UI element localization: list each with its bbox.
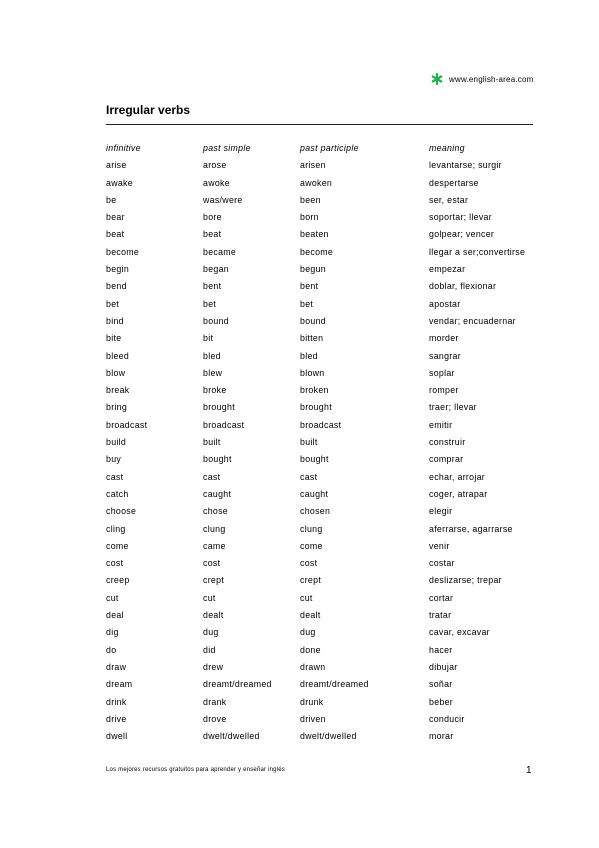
table-row — [106, 210, 546, 227]
cell-meaning: romper — [429, 385, 459, 396]
table-row — [106, 158, 546, 175]
cell-infinitive: cut — [106, 592, 119, 603]
cell-past-simple: began — [203, 264, 229, 275]
cell-infinitive: creep — [106, 575, 130, 586]
cell-past-participle: bled — [300, 350, 318, 361]
cell-past-simple: did — [203, 644, 216, 655]
table-row — [106, 245, 546, 262]
cell-past-simple: brought — [203, 402, 235, 413]
cell-meaning: morder — [429, 333, 459, 344]
cell-infinitive: cling — [106, 523, 126, 534]
table-row — [106, 435, 546, 452]
cell-meaning: golpear; vencer — [429, 229, 495, 240]
table-row — [106, 452, 546, 469]
cell-past-participle: arisen — [300, 160, 326, 171]
cell-past-simple: became — [203, 246, 237, 257]
cell-past-simple: clung — [203, 523, 226, 534]
cell-past-participle: crept — [300, 575, 322, 586]
cell-past-simple: arose — [203, 160, 227, 171]
table-row — [106, 297, 546, 314]
cell-past-simple: beat — [203, 229, 222, 240]
cell-past-participle: chosen — [300, 506, 331, 517]
cell-infinitive: bet — [106, 298, 120, 309]
cell-past-simple: cost — [203, 558, 221, 569]
table-row — [106, 504, 546, 521]
cell-past-participle: dreamt/dreamed — [300, 679, 369, 690]
cell-infinitive: blow — [106, 367, 126, 378]
cell-past-participle: cut — [300, 592, 313, 603]
cell-infinitive: build — [106, 437, 127, 448]
cell-meaning: beber — [429, 696, 453, 707]
cell-past-participle: brought — [300, 402, 332, 413]
cell-meaning: cortar — [429, 592, 454, 603]
cell-past-participle: dealt — [300, 610, 321, 621]
cell-past-participle: broadcast — [300, 419, 342, 430]
table-row — [106, 349, 546, 366]
table-row — [106, 314, 546, 331]
cell-past-participle: begun — [300, 264, 326, 275]
table-row — [106, 279, 546, 296]
cell-infinitive: beat — [106, 229, 125, 240]
table-row — [106, 591, 546, 608]
title-divider — [106, 124, 533, 125]
cell-meaning: ser, estar — [429, 194, 469, 205]
cell-past-participle: drawn — [300, 661, 326, 672]
table-row — [106, 262, 546, 279]
cell-infinitive: come — [106, 540, 129, 551]
table-row — [106, 400, 546, 417]
cell-meaning: construir — [429, 437, 466, 448]
table-row — [106, 383, 546, 400]
cell-infinitive: awake — [106, 177, 133, 188]
cell-infinitive: bear — [106, 212, 125, 223]
cell-meaning: tratar — [429, 610, 452, 621]
cell-meaning: traer; llevar — [429, 402, 477, 413]
table-row — [106, 366, 546, 383]
cell-past-simple: bled — [203, 350, 221, 361]
cell-meaning: comprar — [429, 454, 464, 465]
table-row — [106, 729, 546, 746]
cell-meaning: despertarse — [429, 177, 479, 188]
table-row — [106, 625, 546, 642]
cell-past-participle: bet — [300, 298, 314, 309]
cell-meaning: echar, arrojar — [429, 471, 486, 482]
cell-past-participle: broken — [300, 385, 329, 396]
header-meaning: meaning — [429, 143, 465, 153]
table-row — [106, 712, 546, 729]
cell-infinitive: become — [106, 246, 140, 257]
cell-infinitive: dream — [106, 679, 133, 690]
cell-meaning: aferrarse, agarrarse — [429, 523, 513, 534]
cell-infinitive: bend — [106, 281, 127, 292]
cell-meaning: coger, atrapar — [429, 488, 488, 499]
cell-past-participle: dug — [300, 627, 316, 638]
cell-past-simple: awoke — [203, 177, 230, 188]
cell-past-participle: dwelt/dwelled — [300, 731, 357, 742]
cell-meaning: conducir — [429, 713, 465, 724]
cell-past-simple: bore — [203, 212, 222, 223]
cell-past-simple: cast — [203, 471, 221, 482]
header-infinitive: infinitive — [106, 143, 141, 153]
table-row — [106, 695, 546, 712]
asterisk-icon — [431, 73, 443, 85]
cell-meaning: doblar, flexionar — [429, 281, 497, 292]
cell-past-simple: drove — [203, 713, 227, 724]
brand — [431, 72, 533, 86]
cell-meaning: emitir — [429, 419, 453, 430]
cell-past-participle: been — [300, 194, 321, 205]
cell-past-participle: beaten — [300, 229, 329, 240]
cell-past-participle: cast — [300, 471, 318, 482]
cell-past-simple: dug — [203, 627, 219, 638]
table-row — [106, 193, 546, 210]
cell-past-simple: drank — [203, 696, 227, 707]
cell-meaning: sangrar — [429, 350, 461, 361]
cell-infinitive: do — [106, 644, 117, 655]
table-row — [106, 487, 546, 504]
cell-meaning: hacer — [429, 644, 453, 655]
cell-infinitive: bring — [106, 402, 128, 413]
cell-past-participle: bound — [300, 315, 326, 326]
cell-past-simple: blew — [203, 367, 223, 378]
cell-past-simple: bought — [203, 454, 232, 465]
table-row — [106, 539, 546, 556]
cell-past-simple: bound — [203, 315, 229, 326]
cell-past-simple: bet — [203, 298, 217, 309]
table-row — [106, 418, 546, 435]
table-row — [106, 227, 546, 244]
cell-infinitive: buy — [106, 454, 122, 465]
cell-meaning: soplar — [429, 367, 455, 378]
cell-past-participle: come — [300, 540, 323, 551]
table-row — [106, 176, 546, 193]
cell-meaning: soñar — [429, 679, 453, 690]
cell-infinitive: begin — [106, 264, 130, 275]
cell-infinitive: drink — [106, 696, 127, 707]
cell-infinitive: cost — [106, 558, 124, 569]
cell-past-participle: clung — [300, 523, 323, 534]
cell-meaning: venir — [429, 540, 450, 551]
cell-meaning: elegir — [429, 506, 453, 517]
cell-infinitive: break — [106, 385, 130, 396]
cell-past-participle: caught — [300, 488, 329, 499]
table-row — [106, 573, 546, 590]
cell-past-simple: cut — [203, 592, 216, 603]
cell-past-participle: bought — [300, 454, 329, 465]
cell-past-participle: cost — [300, 558, 318, 569]
cell-past-participle: born — [300, 212, 319, 223]
cell-past-simple: dwelt/dwelled — [203, 731, 260, 742]
cell-past-participle: become — [300, 246, 334, 257]
table-row — [106, 470, 546, 487]
page-number: 1 — [526, 765, 532, 776]
cell-past-simple: built — [203, 437, 221, 448]
cell-meaning: dibujar — [429, 661, 458, 672]
cell-infinitive: bind — [106, 315, 124, 326]
cell-past-participle: driven — [300, 713, 326, 724]
table-row — [106, 608, 546, 625]
table-header — [106, 141, 546, 158]
cell-past-participle: bitten — [300, 333, 324, 344]
cell-past-simple: caught — [203, 488, 232, 499]
cell-past-simple: drew — [203, 661, 224, 672]
cell-past-participle: awoken — [300, 177, 333, 188]
cell-meaning: morar — [429, 731, 454, 742]
table-row — [106, 522, 546, 539]
table-row — [106, 556, 546, 573]
cell-meaning: cavar, excavar — [429, 627, 490, 638]
footer-text: Los mejores recursos gratuitos para aprender y enseñar inglés — [106, 767, 285, 773]
cell-meaning: levantarse; surgir — [429, 160, 502, 171]
cell-past-simple: crept — [203, 575, 225, 586]
verb-table — [106, 141, 546, 746]
cell-past-participle: bent — [300, 281, 319, 292]
table-row — [106, 660, 546, 677]
table-body — [106, 158, 546, 746]
cell-past-simple: dreamt/dreamed — [203, 679, 272, 690]
cell-infinitive: dwell — [106, 731, 128, 742]
cell-infinitive: choose — [106, 506, 137, 517]
cell-past-simple: broadcast — [203, 419, 245, 430]
cell-meaning: apostar — [429, 298, 461, 309]
cell-meaning: deslizarse; trepar — [429, 575, 502, 586]
header-past-participle: past participle — [300, 143, 359, 153]
cell-meaning: costar — [429, 558, 455, 569]
cell-past-simple: came — [203, 540, 226, 551]
cell-past-simple: bit — [203, 333, 214, 344]
cell-infinitive: bleed — [106, 350, 130, 361]
header-past-simple: past simple — [203, 143, 251, 153]
cell-past-participle: done — [300, 644, 321, 655]
cell-infinitive: be — [106, 194, 117, 205]
cell-past-participle: built — [300, 437, 318, 448]
cell-past-simple: broke — [203, 385, 227, 396]
cell-past-participle: blown — [300, 367, 325, 378]
table-row — [106, 331, 546, 348]
cell-infinitive: drive — [106, 713, 127, 724]
cell-infinitive: bite — [106, 333, 122, 344]
brand-url[interactable]: www.english-area.com — [449, 74, 534, 84]
cell-infinitive: dig — [106, 627, 119, 638]
table-row — [106, 677, 546, 694]
cell-meaning: soportar; llevar — [429, 212, 492, 223]
cell-past-simple: chose — [203, 506, 228, 517]
cell-infinitive: deal — [106, 610, 124, 621]
cell-meaning: empezar — [429, 264, 466, 275]
cell-past-simple: dealt — [203, 610, 224, 621]
cell-past-simple: was/were — [203, 194, 243, 205]
table-row — [106, 643, 546, 660]
cell-past-participle: drunk — [300, 696, 324, 707]
cell-infinitive: arise — [106, 160, 127, 171]
cell-meaning: vendar; encuadernar — [429, 315, 516, 326]
cell-past-simple: bent — [203, 281, 222, 292]
cell-infinitive: draw — [106, 661, 127, 672]
page-title: Irregular verbs — [106, 103, 191, 117]
cell-infinitive: catch — [106, 488, 129, 499]
cell-meaning: llegar a ser;convertirse — [429, 246, 526, 257]
cell-infinitive: broadcast — [106, 419, 148, 430]
cell-infinitive: cast — [106, 471, 124, 482]
